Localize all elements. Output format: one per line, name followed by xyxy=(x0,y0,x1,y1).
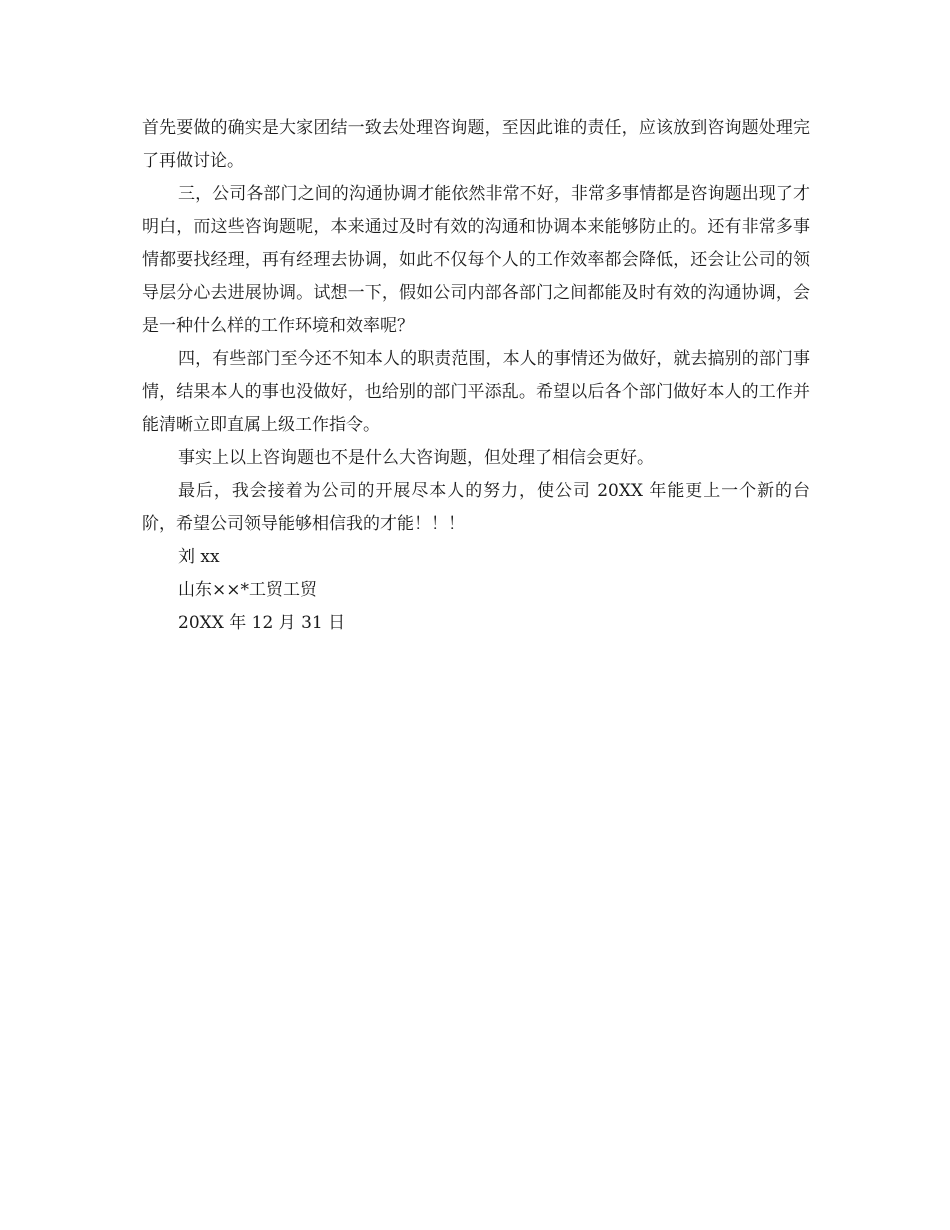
paragraph-closing: 最后，我会接着为公司的开展尽本人的努力，使公司 20XX 年能更上一个新的台阶，希望公司领导能够相信我的才能！！！ xyxy=(142,481,810,534)
paragraph-point-three: 三，公司各部门之间的沟通协调才能依然非常不好，非常多事情都是咨询题出现了才明白，而这些咨询题呢，本来通过及时有效的沟通和协调本来能够防止的。还有非常多事情都要找经理，再有经理去协调，如此不仅每个人的工作效率都会降低，还会让公司的领导层分心去进展协调。试想一下，假如公司内部各部门之间都能及时有效的沟通协调，会是一种什么样的工作环境和效率呢？ xyxy=(142,184,810,336)
document-body xyxy=(142,112,810,640)
paragraph-summary: 事实上以上咨询题也不是什么大咨询题，但处理了相信会更好。 xyxy=(178,448,654,468)
signature-name: 刘 xx xyxy=(178,547,220,567)
paragraph-point-four: 四，有些部门至今还不知本人的职责范围，本人的事情还为做好，就去搞别的部门事情，结果本人的事也没做好，也给别的部门平添乱。希望以后各个部门做好本人的工作并能清晰立即直属上级工作指令。 xyxy=(142,349,810,435)
signature-company: 山东××*工贸工贸 xyxy=(178,580,317,600)
paragraph-continuation: 首先要做的确实是大家团结一致去处理咨询题，至因此谁的责任，应该放到咨询题处理完了再做讨论。 xyxy=(142,118,810,171)
signature-date: 20XX 年 12 月 31 日 xyxy=(178,613,346,633)
